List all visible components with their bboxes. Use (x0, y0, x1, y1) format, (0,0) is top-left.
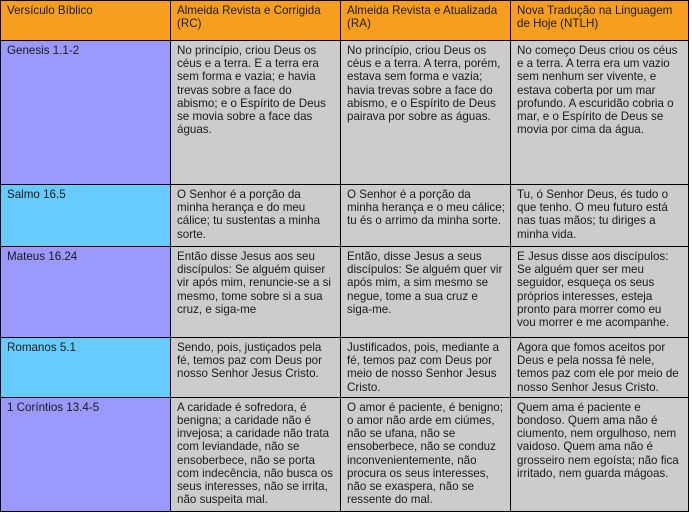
ra-text: O Senhor é a porção da minha herança e o meu cálice; tu és o arrimo da minha sorte. (341, 185, 511, 247)
verse-reference: Genesis 1.1-2 (1, 41, 171, 185)
verse-reference: Salmo 16.5 (1, 185, 171, 247)
verse-reference: Mateus 16.24 (1, 247, 171, 338)
ntlh-text: Agora que fomos aceitos por Deus e pela nossa fé nele, temos paz com ele por meio de nosso Senhor Jesus Cristo. (511, 338, 689, 398)
table-row (1, 41, 689, 185)
header-verse: Versículo Bíblico (1, 1, 171, 41)
rc-text: A caridade é sofredora, é benigna; a caridade não é invejosa; a caridade não trata com leviandade, não se ensoberbece, não se porta com indecência, não busca os seus interesses, não se irrita, não suspeita mal. (171, 397, 341, 511)
table-row (1, 247, 689, 338)
rc-text: Sendo, pois, justiçados pela fé, temos paz com Deus por nosso Senhor Jesus Cristo. (171, 338, 341, 398)
rc-text: No princípio, criou Deus os céus e a terra. E a terra era sem forma e vazia; e havia trevas sobre a face do abismo; e o Espírito de Deus se movia sobre a face das águas. (171, 41, 341, 185)
ra-text: No princípio, criou Deus os céus e a terra. A terra, porém, estava sem forma e vazia; havia trevas sobre a face do abismo, e o Espírito de Deus pairava por sobre as águas. (341, 41, 511, 185)
ntlh-text: Quem ama é paciente e bondoso. Quem ama não é ciumento, nem orgulhoso, nem vaidoso. Quem ama não é grosseiro nem egoísta; não fica irritado, nem guarda mágoas. (511, 397, 689, 511)
rc-text: Então disse Jesus aos seu discípulos: Se alguém quiser vir após mim, renuncie-se a si mesmo, tome sobre si a sua cruz, e siga-me (171, 247, 341, 338)
ntlh-text: No começo Deus criou os céus e a terra. A terra era um vazio sem nenhum ser vivente, e estava coberta por um mar profundo. A escuridão cobria o mar, e o Espírito de Deus se movia por cima da água. (511, 41, 689, 185)
ntlh-text: E Jesus disse aos discípulos: Se alguém quer ser meu seguidor, esqueça os seus próprios interesses, esteja pronto para morrer como eu vou morrer e me acompanhe. (511, 247, 689, 338)
verse-reference: 1 Coríntios 13.4-5 (1, 397, 171, 511)
header-ra: Almeida Revista e Atualizada (RA) (341, 1, 511, 41)
ra-text: Justificados, pois, mediante a fé, temos paz com Deus por meio de nosso Senhor Jesus Cristo. (341, 338, 511, 398)
ra-text: Então, disse Jesus a seus discípulos: Se alguém quer vir após mim, a sim mesmo se negue, tome a sua cruz e siga-me. (341, 247, 511, 338)
ntlh-text: Tu, ó Senhor Deus, és tudo o que tenho. O meu futuro está nas tuas mãos; tu diriges a minha vida. (511, 185, 689, 247)
header-ntlh: Nova Tradução na Linguagem de Hoje (NTLH) (511, 1, 689, 41)
ra-text: O amor é paciente, é benigno; o amor não arde em ciúmes, não se ufana, não se ensoberbece, não se conduz inconvenientemente, não procura os seus interesses, não se exaspera, não se ressente do mal. (341, 397, 511, 511)
header-row (1, 1, 689, 41)
header-rc: Almeida Revista e Corrigida (RC) (171, 1, 341, 41)
table-row (1, 185, 689, 247)
table-row (1, 397, 689, 511)
table-row (1, 338, 689, 398)
rc-text: O Senhor é a porção da minha herança e do meu cálice; tu sustentas a minha sorte. (171, 185, 341, 247)
verse-reference: Romanos 5.1 (1, 338, 171, 398)
